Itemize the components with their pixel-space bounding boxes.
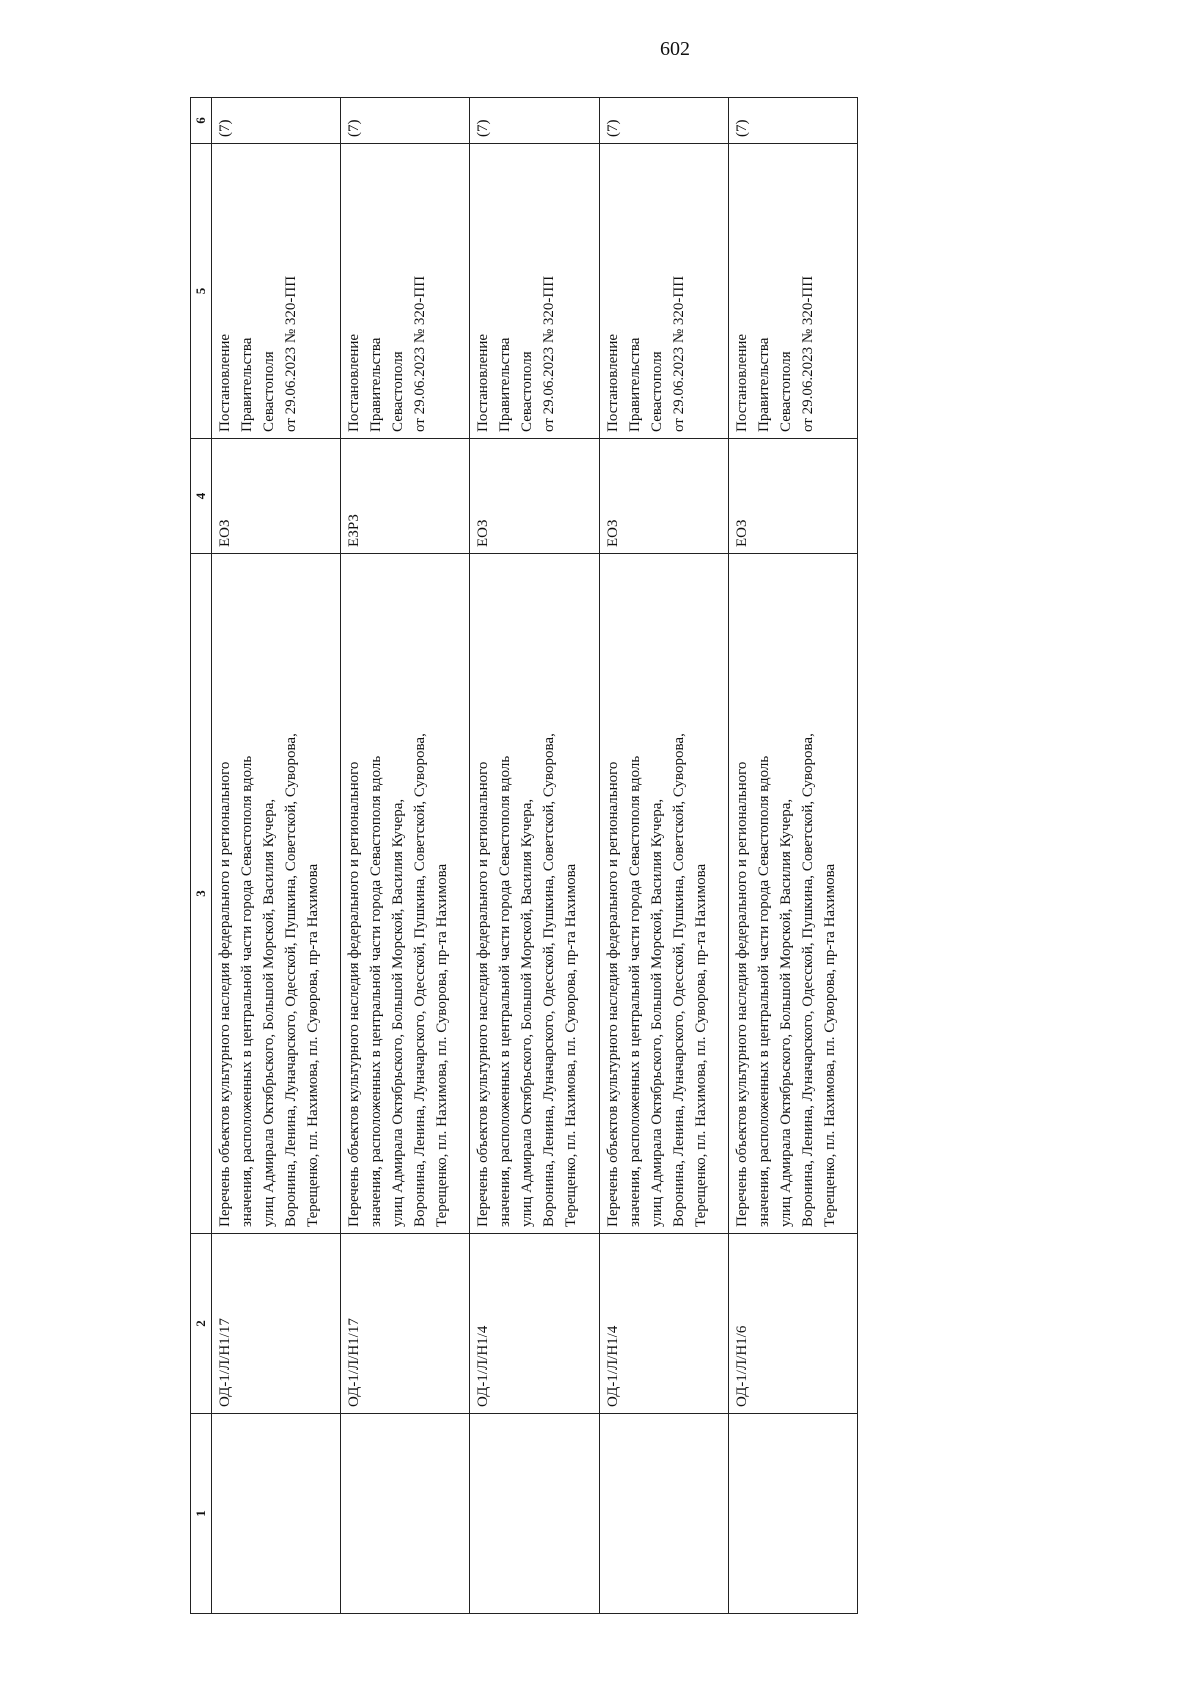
zones-table — [190, 97, 858, 1614]
row-number-cell — [599, 1414, 728, 1614]
description-line: Перечень объектов культурного наследия федерального и регионального — [475, 761, 492, 1227]
table-row — [341, 98, 470, 1614]
protection-zone-cell: ЕОЗ — [212, 439, 341, 554]
zone-code-cell: ОД-1/Л/Н1/4 — [599, 1234, 728, 1414]
row-number-cell — [341, 1414, 470, 1614]
description-line: Воронина, Ленина, Луначарского, Одесской, Пушкина, Советской, Суворова, — [670, 733, 687, 1227]
note-cell: (7) — [470, 98, 599, 144]
description-line: Терещенко, пл. Нахимова, пл. Суворова, пр-та Нахимова — [563, 863, 580, 1227]
description-line: улиц Адмирала Октябрьского, Большой Морской, Василия Кучера, — [390, 798, 407, 1227]
column-header: 2 — [191, 1234, 212, 1414]
note-cell: (7) — [341, 98, 470, 144]
description-line: улиц Адмирала Октябрьского, Большой Морской, Василия Кучера, — [777, 798, 794, 1227]
document-line: от 29.06.2023 № 320-ПП — [283, 275, 299, 432]
table-row — [470, 98, 599, 1614]
document-cell — [341, 144, 470, 439]
document-line: Правительства — [497, 337, 514, 432]
document-line: Севастополя — [777, 351, 794, 432]
description-cell — [212, 554, 341, 1234]
protection-zone-cell: ЕОЗ — [599, 439, 728, 554]
column-header: 1 — [191, 1414, 212, 1614]
document-line: Правительства — [368, 337, 385, 432]
description-line: значения, расположенных в центральной части города Севастополя вдоль — [239, 755, 255, 1227]
description-line: Терещенко, пл. Нахимова, пл. Суворова, пр-та Нахимова — [821, 863, 838, 1227]
description-line: улиц Адмирала Октябрьского, Большой Морской, Василия Кучера, — [648, 798, 665, 1227]
column-header: 5 — [191, 144, 212, 439]
document-line: Севастополя — [519, 351, 536, 432]
description-line: улиц Адмирала Октябрьского, Большой Морской, Василия Кучера, — [261, 798, 277, 1227]
description-line: Воронина, Ленина, Луначарского, Одесской, Пушкина, Советской, Суворова, — [412, 733, 429, 1227]
column-header: 6 — [191, 98, 212, 144]
zone-code-cell: ОД-1/Л/Н1/17 — [212, 1234, 341, 1414]
description-line: Перечень объектов культурного наследия федерального и регионального — [604, 761, 621, 1227]
description-cell — [599, 554, 728, 1234]
description-line: Перечень объектов культурного наследия федерального и регионального — [217, 761, 233, 1227]
document-line: от 29.06.2023 № 320-ПП — [670, 275, 687, 432]
description-line: улиц Адмирала Октябрьского, Большой Морской, Василия Кучера, — [519, 798, 536, 1227]
description-line: Воронина, Ленина, Луначарского, Одесской, Пушкина, Советской, Суворова, — [283, 733, 299, 1227]
document-line: Севастополя — [261, 351, 277, 432]
page-number: 602 — [660, 38, 690, 60]
protection-zone-cell: ЕОЗ — [470, 439, 599, 554]
protection-zone-cell: ЕЗРЗ — [341, 439, 470, 554]
description-line: Терещенко, пл. Нахимова, пл. Суворова, пр-та Нахимова — [434, 863, 451, 1227]
protection-zone-cell: ЕОЗ — [728, 439, 857, 554]
document-line: Правительства — [626, 337, 643, 432]
document-line: Постановление — [604, 333, 621, 432]
document-line: Постановление — [346, 333, 363, 432]
document-cell — [212, 144, 341, 439]
description-line: Воронина, Ленина, Луначарского, Одесской, Пушкина, Советской, Суворова, — [541, 733, 558, 1227]
table-wrapper — [190, 98, 858, 1614]
description-line: Терещенко, пл. Нахимова, пл. Суворова, пр-та Нахимова — [692, 863, 709, 1227]
column-header: 3 — [191, 554, 212, 1234]
zone-code-cell: ОД-1/Л/Н1/6 — [728, 1234, 857, 1414]
description-line: Воронина, Ленина, Луначарского, Одесской, Пушкина, Советской, Суворова, — [799, 733, 816, 1227]
header-row — [191, 98, 212, 1614]
description-line: значения, расположенных в центральной части города Севастополя вдоль — [497, 755, 514, 1227]
document-line: от 29.06.2023 № 320-ПП — [799, 275, 816, 432]
document-line: от 29.06.2023 № 320-ПП — [412, 275, 429, 432]
document-cell — [728, 144, 857, 439]
row-number-cell — [212, 1414, 341, 1614]
document-line: Постановление — [733, 333, 750, 432]
table-row — [212, 98, 341, 1614]
description-cell — [341, 554, 470, 1234]
table-rotation — [190, 98, 858, 1614]
description-line: Терещенко, пл. Нахимова, пл. Суворова, пр-та Нахимова — [305, 863, 321, 1227]
note-cell: (7) — [728, 98, 857, 144]
row-number-cell — [728, 1414, 857, 1614]
note-cell: (7) — [599, 98, 728, 144]
description-cell — [470, 554, 599, 1234]
document-cell — [599, 144, 728, 439]
description-line: Перечень объектов культурного наследия федерального и регионального — [346, 761, 363, 1227]
document-line: Правительства — [755, 337, 772, 432]
document-line: Севастополя — [390, 351, 407, 432]
table-row — [728, 98, 857, 1614]
document-cell — [470, 144, 599, 439]
document-line: Севастополя — [648, 351, 665, 432]
document-line: Постановление — [217, 333, 233, 432]
description-cell — [728, 554, 857, 1234]
table-row — [599, 98, 728, 1614]
document-line: Правительства — [239, 337, 255, 432]
note-cell: (7) — [212, 98, 341, 144]
document-line: от 29.06.2023 № 320-ПП — [541, 275, 558, 432]
column-header: 4 — [191, 439, 212, 554]
description-line: значения, расположенных в центральной части города Севастополя вдоль — [626, 755, 643, 1227]
zone-code-cell: ОД-1/Л/Н1/17 — [341, 1234, 470, 1414]
document-line: Постановление — [475, 333, 492, 432]
description-line: значения, расположенных в центральной части города Севастополя вдоль — [368, 755, 385, 1227]
description-line: Перечень объектов культурного наследия федерального и регионального — [733, 761, 750, 1227]
description-line: значения, расположенных в центральной части города Севастополя вдоль — [755, 755, 772, 1227]
row-number-cell — [470, 1414, 599, 1614]
zone-code-cell: ОД-1/Л/Н1/4 — [470, 1234, 599, 1414]
